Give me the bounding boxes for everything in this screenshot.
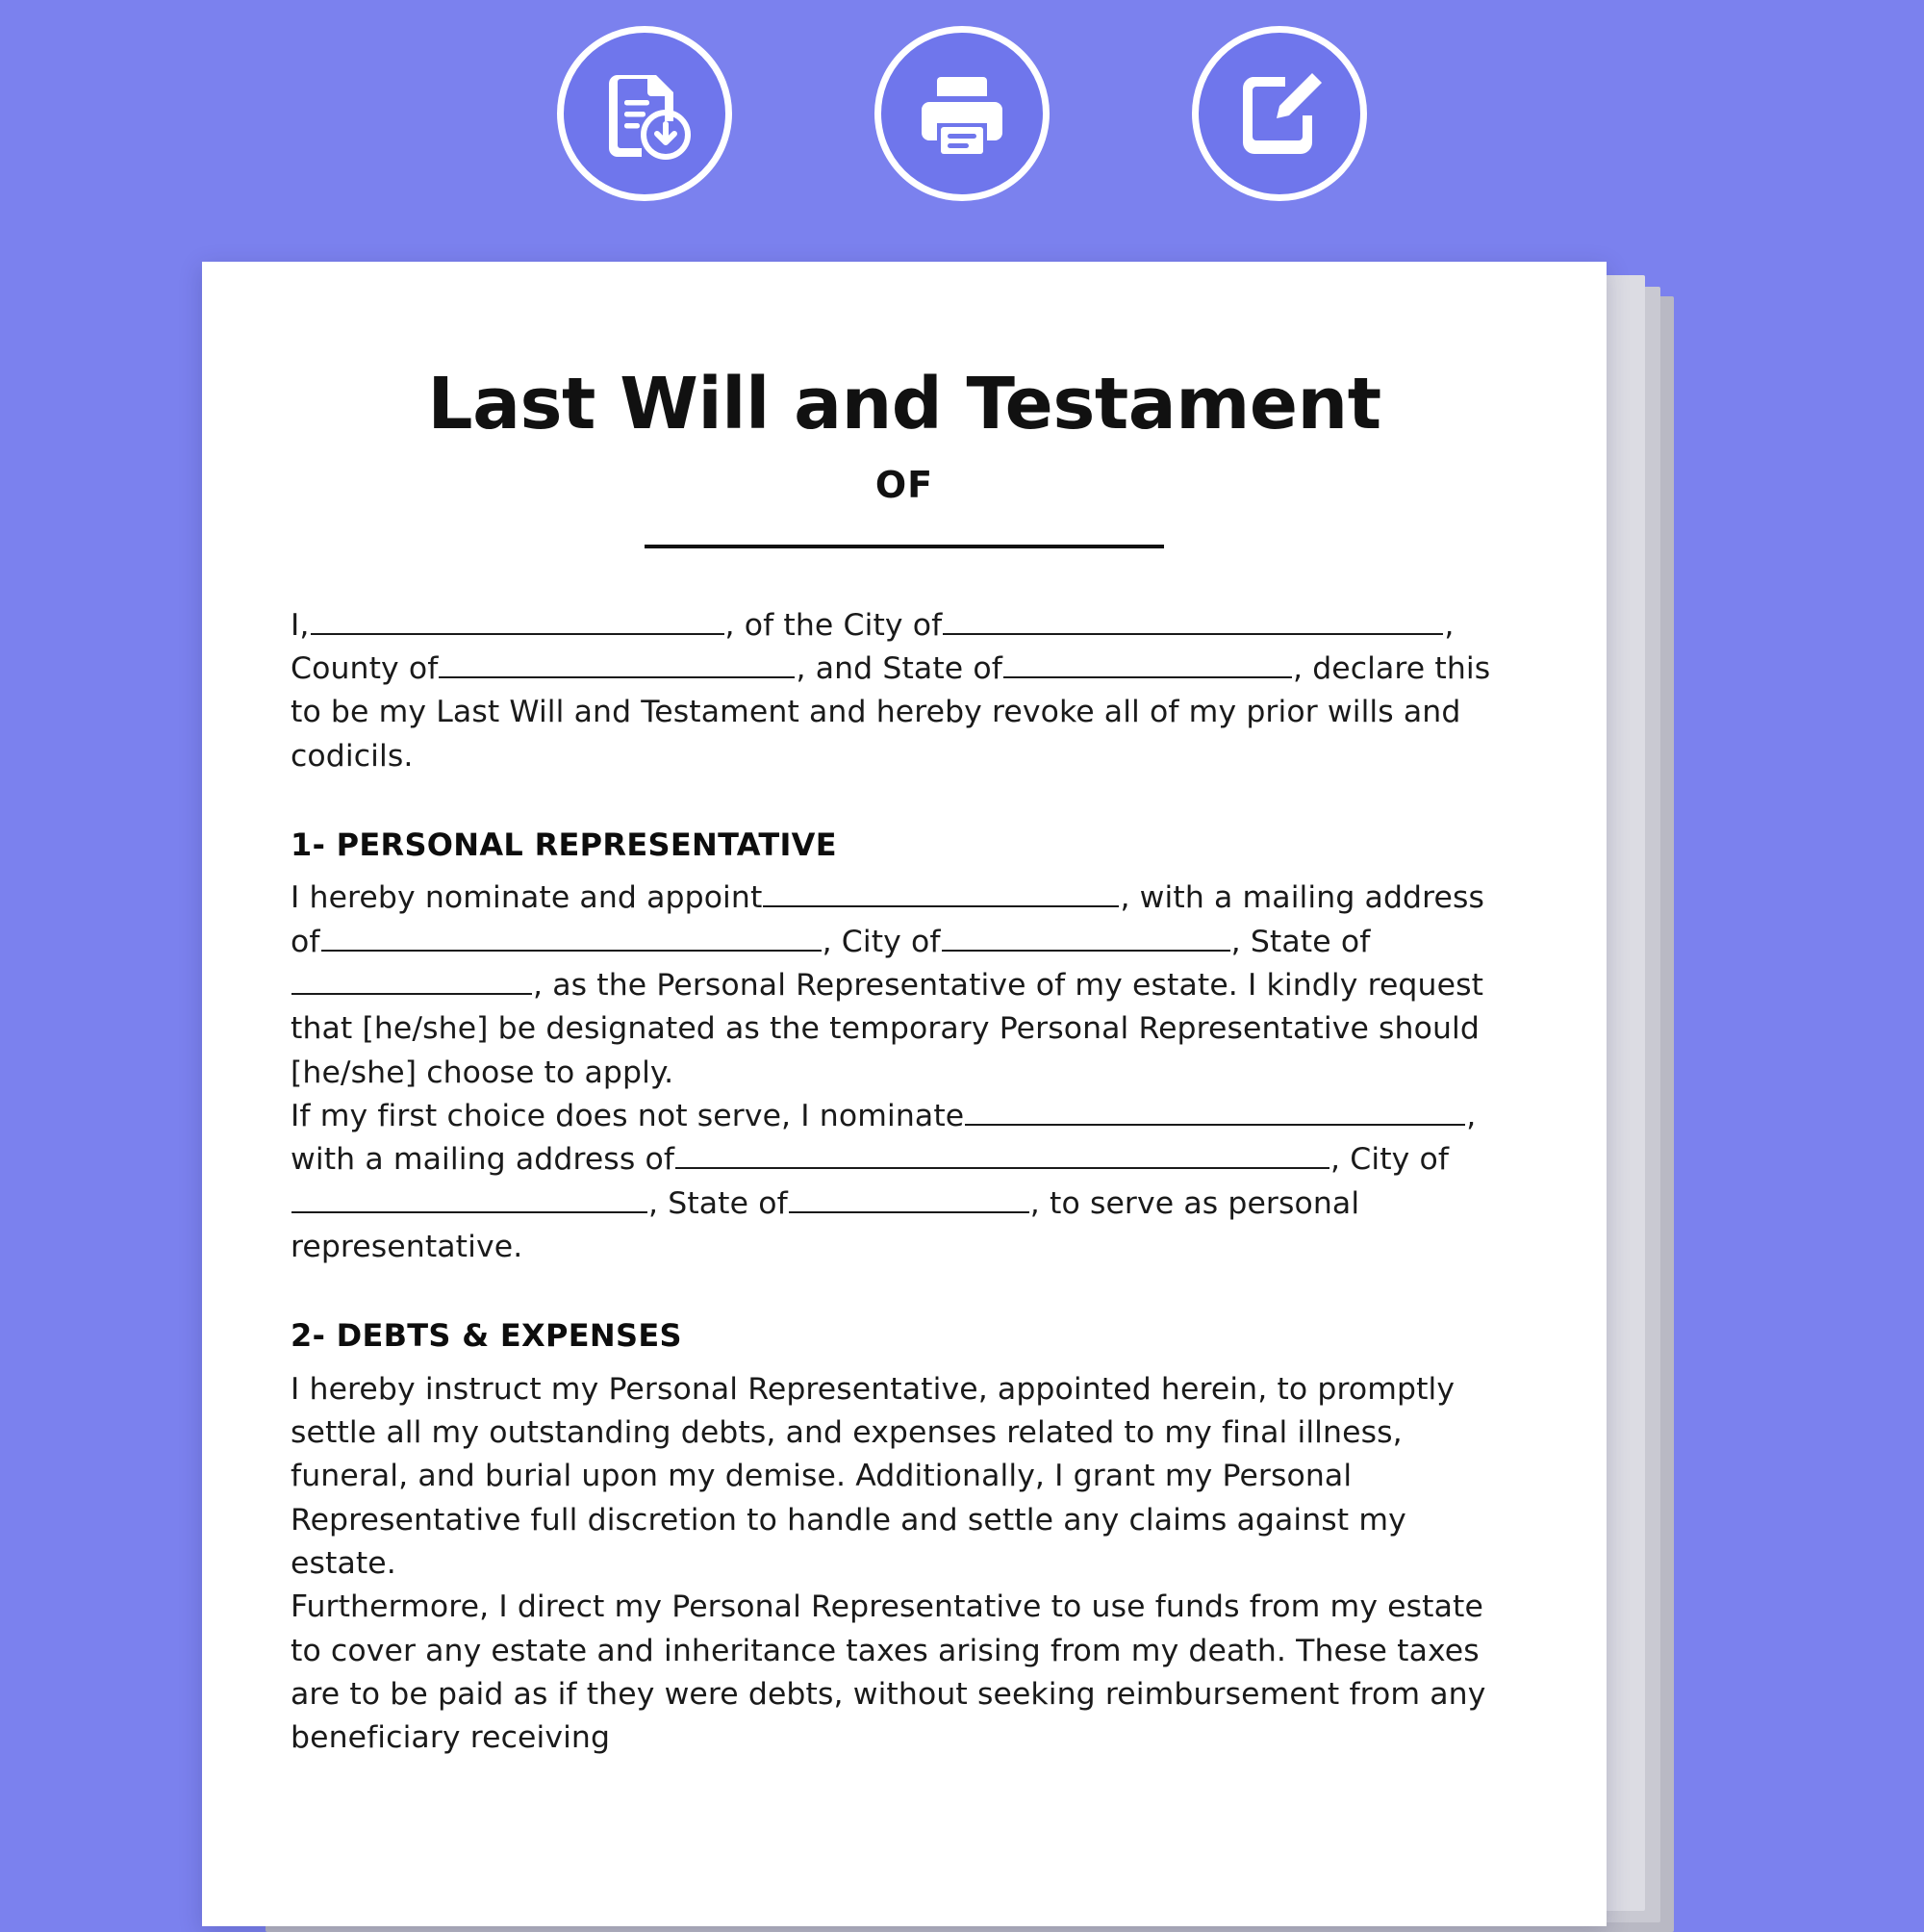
county-blank[interactable] [439, 648, 795, 678]
city-blank[interactable] [943, 605, 1443, 635]
document-action-toolbar [0, 17, 1924, 210]
intro-text-7: declare this to be my Last Will and Testament and hereby revoke all of my prior wills and codicils. [291, 651, 1491, 774]
s1b-text-5: , to serve as personal representative. [291, 1185, 1360, 1265]
intro-text-1: I, [291, 607, 310, 643]
page-title: Last Will and Testament [427, 363, 1381, 445]
section-2-paragraph-1: I hereby instruct my Personal Representative, appointed herein, to promptly settle all my outstanding debts, and expenses related to my final illness, funeral, and burial upon my demise. Additionally, I grant my Personal Representative full discretion to handle and settle any claims against my estate. [291, 1371, 1456, 1581]
s1b-text-4: , State of [648, 1185, 788, 1221]
s1-text-3: , City of [822, 924, 941, 959]
section-heading-2: 2- DEBTS & EXPENSES [291, 1317, 682, 1355]
s1b-text-1: If my first choice does not serve, I nominate [291, 1099, 965, 1133]
intro-text-2: , of the City of [724, 607, 943, 643]
edit-document-icon[interactable] [1192, 26, 1367, 201]
s1-text-2: , with a mailing address of [291, 880, 1484, 959]
page-subtitle: OF [874, 463, 934, 506]
alt-representative-address-blank[interactable] [675, 1139, 1329, 1169]
intro-text-5: , and State of [796, 651, 1002, 687]
download-document-icon[interactable] [557, 26, 732, 201]
intro-paragraph [291, 604, 1518, 778]
print-icon[interactable] [874, 26, 1050, 201]
representative-city-blank[interactable] [942, 922, 1230, 952]
alt-representative-state-blank[interactable] [789, 1183, 1029, 1213]
alt-representative-name-blank[interactable] [965, 1096, 1465, 1126]
s1-text-5: , as the Personal Representative of my estate. I kindly request that [he/she] be designated as the temporary Personal Representative should [he/she] choose to apply. [291, 967, 1484, 1090]
section-1-paragraph-1 [291, 877, 1518, 1095]
alt-representative-city-blank[interactable] [291, 1183, 647, 1213]
representative-state-blank[interactable] [291, 965, 532, 995]
section-heading-1: 1- PERSONAL REPRESENTATIVE [291, 826, 837, 864]
intro-text-6: , [1292, 651, 1304, 687]
document-page [202, 262, 1607, 1926]
document-stack [202, 262, 1703, 1926]
representative-address-blank[interactable] [321, 922, 822, 952]
intro-text-4: County of [291, 651, 439, 687]
representative-name-blank[interactable] [763, 877, 1119, 907]
s1b-text-2: , with a mailing address of [291, 1099, 1477, 1178]
intro-text-3: , [1444, 607, 1455, 643]
s1-text-4: , State of [1230, 924, 1371, 959]
testator-name-blank[interactable] [645, 545, 1164, 548]
name-blank[interactable] [311, 605, 724, 635]
section-2-paragraph-2: Furthermore, I direct my Personal Representative to use funds from my estate to cover any estate and inheritance taxes arising from my death. These taxes are to be paid as if they were debts, without seeking reimbursement from any beneficiary receiving [291, 1589, 1486, 1756]
document-body [291, 604, 1518, 1761]
s1-text-1: I hereby nominate and appoint [291, 880, 763, 916]
section-1-paragraph-2 [291, 1095, 1518, 1269]
state-blank[interactable] [1003, 648, 1292, 678]
s1b-text-3: , City of [1330, 1142, 1450, 1178]
